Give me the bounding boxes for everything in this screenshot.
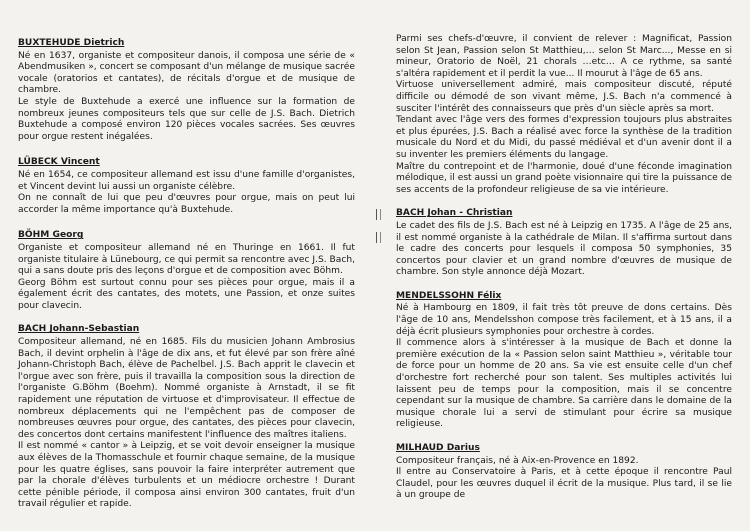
paragraph: Tendant avec l'âge vers des formes d'expression toujours plus abstraites et plus épurées, J.S. Bach a réalisé avec force la synthèse de la tradition musicale du Nord et du Midi, du passé médiéval et d'un avenir dont il a su inventer les premiers éléments du langage.: [396, 115, 732, 160]
entry-milhaud: [396, 443, 732, 502]
entry-bach-jc: [396, 208, 732, 279]
composer-heading: BACH Johan - Christian: [396, 208, 513, 219]
entry-lubeck: [18, 157, 355, 216]
paragraph: Il entre au Conservatoire à Paris, et à cette époque il rencontre Paul Claudel, pour les œuvres duquel il écrit de la musique. Plus tard, il se lie à un groupe de: [396, 467, 732, 501]
paragraph: Né en 1654, ce compositeur allemand est issu d'une famille d'organistes, et Vincent devint lui aussi un organiste célèbre.: [18, 169, 355, 192]
composer-heading: BUXTEHUDE Dietrich: [18, 38, 125, 48]
paragraph: Parmi ses chefs-d'œuvre, il convient de relever : Magnificat, Passion selon St Jean, Passion selon St Matthieu,… selon St Marc..., Messe en si mineur, Oratorio de Noël, 21 chorals …etc… A ce rythme, sa santé s'altéra rapidement et il perdit la vue... Il mourut à l'âge de 65 ans.: [396, 34, 732, 79]
paragraph: Le cadet des fils de J.S. Bach est né à Leipzig en 1735. A l'âge de 25 ans, il est nommé organiste à la cathédrale de Milan. Il s'affirma surtout dans le cadre des concerts pour lesquels il composa 50 symphonies, 35 concertos pour clavier et un grand nombre d'œuvres de musique de chambre. Son style annonce déjà Mozart.: [396, 220, 732, 278]
entry-bohm: [18, 230, 355, 312]
entry-buxtehude: [18, 38, 355, 143]
paragraph: Né à Hambourg en 1809, il fait très tôt preuve de dons certains. Dès l'âge de 10 ans, Mendelsshon compose très facilement, et à 15 ans, il a déjà écrit plusieurs symphonies pour orchestre à cordes.: [396, 303, 732, 337]
composer-heading: BÖHM Georg: [18, 230, 84, 241]
paragraph: Georg Böhm est surtout connu pour ses pièces pour orgue, mais il a également écrit des cantates, des motets, une Passion, et onze suites pour clavecin.: [18, 277, 355, 311]
paragraph: Compositeur français, né à Aix-en-Provence en 1892.: [396, 455, 639, 466]
entry-mendelssohn: [396, 291, 732, 431]
right-column: [396, 34, 732, 502]
paragraph: Virtuose universellement admiré, mais compositeur discuté, réputé difficile ou démodé de son vivant même, J.S. Bach n'a commencé à susciter l'intérêt des connaisseurs que près d'un siècle après sa mort.: [396, 80, 732, 114]
paragraph: Il commence alors à s'intéresser à la musique de Bach et donne la première exécution de la « Passion selon saint Matthieu », véritable tour de force pour un homme de 20 ans. Sa vie est ensuite celle d'un chef d'orchestre fort recherché pour son talent. Ses multiples activités lui laissent peu de temps pour la composition, mais il se concentre cependant sur la musique de chambre. Sa carrière dans le domaine de la musique chorale lui a servi de stimulant pour écrire sa musique religieuse.: [396, 338, 732, 430]
binding-hole-mark: [376, 232, 381, 243]
composer-heading: LÜBECK Vincent: [18, 157, 100, 168]
paragraph: On ne connaît de lui que peu d'œuvres pour orgue, mais on peut lui accorder la même importance qu'à Buxtehude.: [18, 193, 355, 215]
paragraph: Il est nommé « cantor » à Leipzig, et se voit devoir enseigner la musique aux élèves de la Thomasschule et fournir chaque semaine, de la musique pour les quatre églises, sans pouvoir la faire interpréter autrement que par la chorale d'élèves turbulents et un médiocre orchestre ! Durant cette pénible période, il composa ainsi environ 300 cantates, fruit d'un travail régulier et rapide.: [18, 441, 355, 510]
paragraph: Compositeur allemand, né en 1685. Fils du musicien Johann Ambrosius Bach, il devint orphelin à l'âge de dix ans, et fut élevé par son frère aîné Johann-Christoph Bach, élève de Pachelbel. J.S. Bach apprit le clavecin et l'orgue avec son frère, puis il travailla la composition sous la direction de l'organiste G.Böhm (Boehm). Nommé organiste à Arnstadt, il se fit rapidement une réputation de virtuose et d'improvisateur. Il effectue de nombreux déplacements qui ne l'empêchent pas de composer de nombreuses œuvres pour orgue, des cantates, des pièces pour clavecin, des concertos dont certains manifestent l'influence des maîtres italiens.: [18, 337, 355, 440]
composer-heading: BACH Johann-Sebastian: [18, 324, 140, 335]
paragraph: Né en 1637, organiste et compositeur danois, il composa une série de « Abendmusiken », concert se composant d'un mélange de musique sacrée vocale (oratorios et cantates), de récitals d'orgue et de musique de chambre.: [18, 50, 355, 96]
paragraph: Organiste et compositeur allemand né en Thuringe en 1661. Il fut organiste titulaire à Lünebourg, ce qui permit sa rencontre avec J.S. Bach, qui a sans doute pris des leçons d'orgue et de composition avec Böhm.: [18, 242, 355, 277]
composer-heading: MENDELSSOHN Félix: [396, 290, 502, 301]
binding-hole-mark: [376, 209, 381, 220]
paragraph: Maître du contrepoint et de l'harmonie, doué d'une féconde imagination mélodique, il est aussi un grand poète visionnaire qui tire la puissance de ses accents de la profondeur religieuse de sa vie intérieure.: [396, 161, 732, 195]
entry-bach-js: [18, 324, 355, 511]
paragraph: Le style de Buxtehude a exercé une influence sur la formation de nombreux jeunes compositeurs tels que sur celle de J.S. Bach. Dietrich Buxtehude a composé environ 120 pièces vocales sacrées. Ses œuvres pour orgue restent inégalées.: [18, 96, 355, 142]
entry-bach-js-continued: [396, 34, 732, 196]
composer-heading: MILHAUD Darius: [396, 443, 480, 453]
left-column: [18, 38, 355, 511]
